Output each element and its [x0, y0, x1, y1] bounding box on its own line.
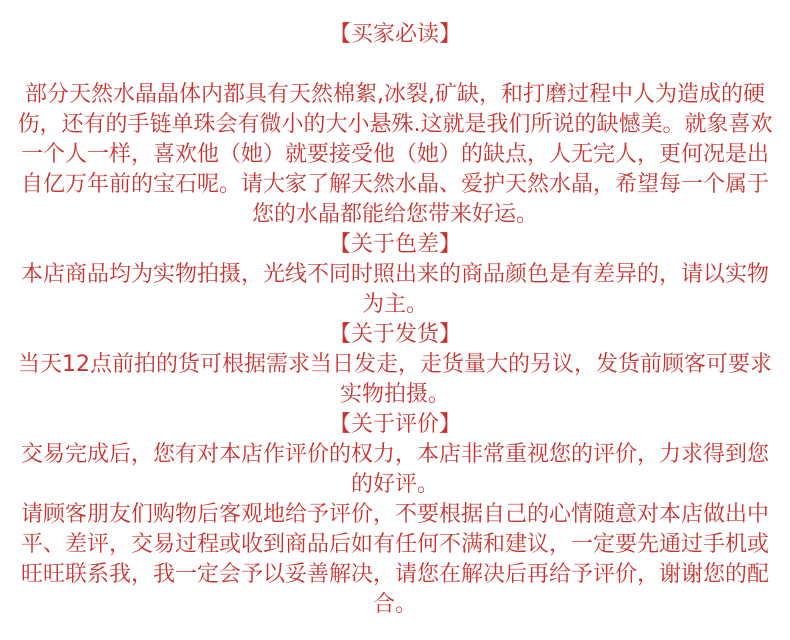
color-difference-text: 本店商品均为实物拍摄，光线不同时照出来的商品颜色是有差异的，请以实物为主。	[20, 262, 769, 317]
review-request-text: 请顾客朋友们购物后客观地给予评价，不要根据自己的心情随意对本店做出中平、差评，交易过程或收到商品后如有任何不满和建议，一定要先通过手机或旺旺联系我，我一定会予以妥善解决，请您在解决后再给予评价，谢谢您的配合。	[20, 502, 769, 617]
shipping-heading: 【关于发货】	[328, 322, 461, 347]
buyer-notice	[15, 0, 775, 620]
review-heading: 【关于评价】	[328, 412, 461, 437]
color-difference-heading: 【关于色差】	[328, 232, 461, 257]
intro-paragraph: 部分天然水晶晶体内都具有天然棉絮,冰裂,矿缺，和打磨过程中人为造成的硬伤，还有的手链单珠会有微小的大小悬殊.这就是我们所说的缺憾美。就象喜欢一个人一样，喜欢他（她）就要接受他（她）的缺点，人无完人，更何况是出自亿万年前的宝石呢。请大家了解天然水晶、爱护天然水晶，希望每一个属于您的水晶都能给您带来好运。	[17, 82, 773, 227]
review-text: 交易完成后，您有对本店作评价的权力，本店非常重视您的评价，力求得到您的好评。	[20, 442, 769, 497]
notice-title: 【买家必读】	[328, 22, 461, 47]
shipping-text: 当天12点前拍的货可根据需求当日发走，走货量大的另议，发货前顾客可要求实物拍摄。	[18, 352, 772, 407]
